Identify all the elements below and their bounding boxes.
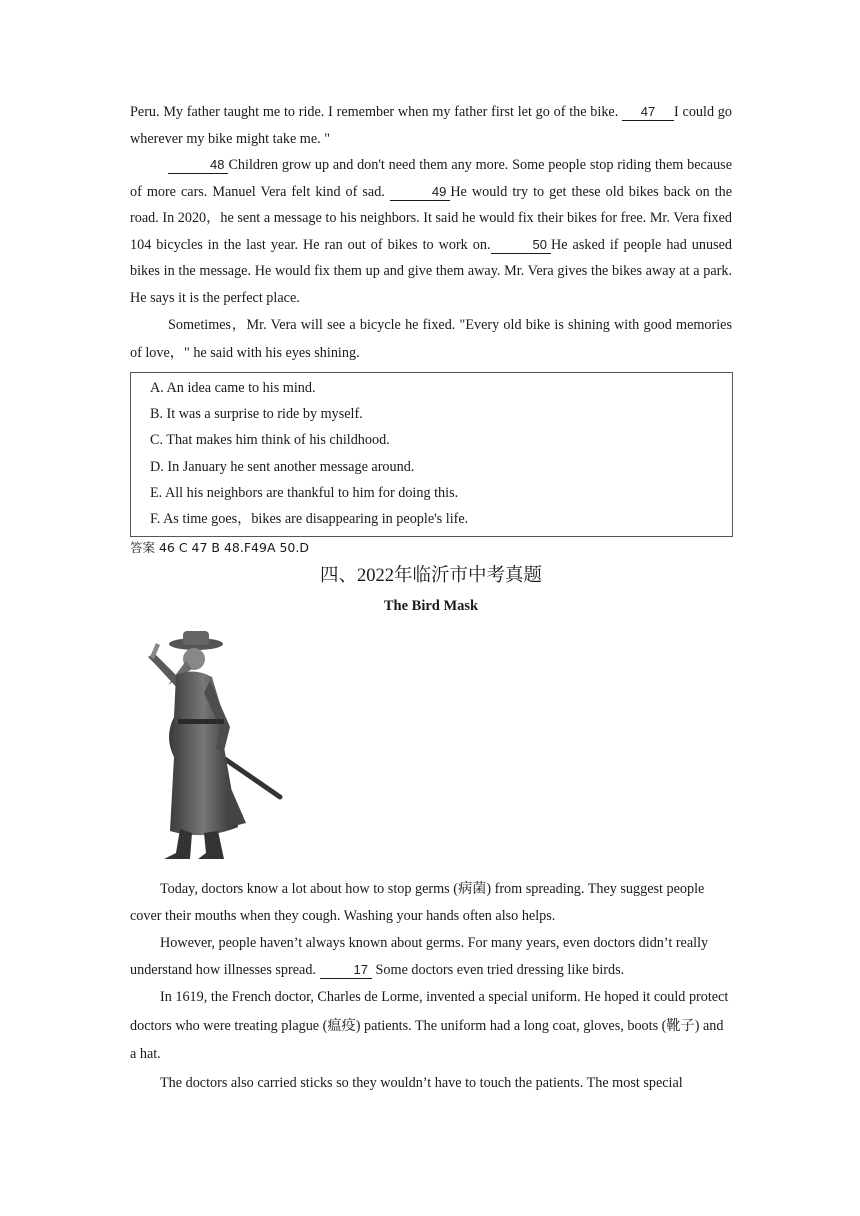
story-paragraph-2: However, people haven’t always known about germs. For many years, even doctors didn’t really understand how illnesses spread. 17 Some doctors even tried dressing like birds. — [130, 934, 709, 978]
option-e: E. All his neighbors are thankful to him for doing this. — [150, 484, 459, 501]
blank-50: 50 — [491, 237, 551, 254]
story-paragraph-4: The doctors also carried sticks so they wouldn’t have to touch the patients. The most special — [160, 1074, 683, 1091]
document-page — [130, 99, 732, 1097]
option-c: C. That makes him think of his childhood. — [150, 432, 390, 449]
option-d: D. In January he sent another message around. — [150, 458, 415, 475]
story-paragraph-3: In 1619, the French doctor, Charles de Lorme, invented a special uniform. He hoped it could protect doctors who were treating plague (瘟疫) patients. The uniform had a long coat, gloves, boots (靴子) and a hat. — [130, 989, 729, 1063]
option-a: A. An idea came to his mind. — [150, 380, 316, 396]
passage-paragraph-2: 48 Children grow up and don't need them any more. Some people stop riding them because of more cars. Manuel Vera felt kind of sad. 49 He would try to get these old bikes back on the road. In 2020，he sent a message to his neighbors. It said he would fix their bikes for free. Mr. Vera fixed 104 bicycles in the last year. He ran out of bikes to work on. 50 He asked if people had unused bikes in the message. He would fix them up and give them away. Mr. Vera gives the bikes away at a park. He says it is the perfect place. — [130, 157, 732, 306]
plague-doctor-illustration — [134, 627, 284, 863]
passage-paragraph-1: Peru. My father taught me to ride. I remember when my father first let go of the bike. 47 I could go wherever my bike might take me. " — [130, 104, 732, 147]
options-box — [130, 372, 733, 537]
answer-line: 答案 46 C 47 B 48.F49A 50.D — [130, 540, 309, 556]
story-paragraph-1: Today, doctors know a lot about how to stop germs (病菌) from spreading. They suggest people cover their mouths when they cough. Washing your hands often also helps. — [130, 881, 705, 925]
section-heading: 四、2022年临沂市中考真题 — [319, 566, 542, 587]
option-f: F. As time goes，bikes are disappearing in people's life. — [150, 511, 469, 528]
blank-48: 48 — [168, 157, 228, 174]
passage-paragraph-3: Sometimes，Mr. Vera will see a bicycle he fixed. "Every old bike is shining with good memories of love，" he said with his eyes shining. — [130, 317, 732, 361]
blank-49: 49 — [390, 184, 450, 201]
story-body — [130, 876, 732, 1097]
blank-47: 47 — [622, 104, 674, 121]
blank-17: 17 — [320, 962, 372, 979]
option-b: B. It was a surprise to ride by myself. — [150, 406, 363, 423]
story-title: The Bird Mask — [383, 598, 479, 615]
